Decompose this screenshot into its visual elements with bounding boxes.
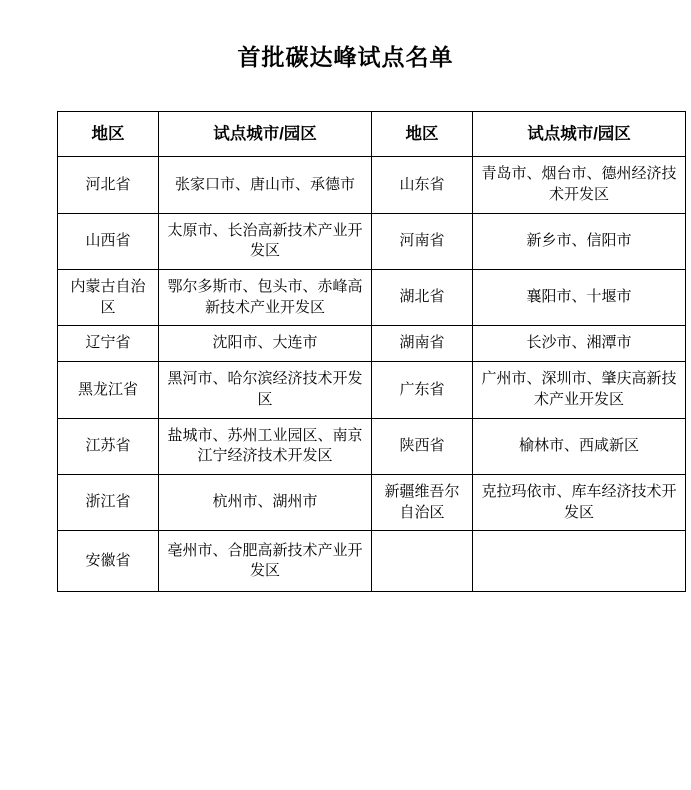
cell-region-left: 辽宁省 <box>58 326 159 362</box>
table-header <box>58 111 686 157</box>
cell-region-left: 黑龙江省 <box>58 362 159 418</box>
table-row <box>58 326 686 362</box>
header-cities-right: 试点城市/园区 <box>473 111 686 157</box>
table-row <box>58 418 686 474</box>
cell-region-right: 陕西省 <box>372 418 473 474</box>
cell-region-left: 内蒙古自治区 <box>58 270 159 326</box>
header-cities-left: 试点城市/园区 <box>159 111 372 157</box>
table-row <box>58 531 686 592</box>
cell-region-right: 河南省 <box>372 213 473 269</box>
cell-cities-right: 广州市、深圳市、肇庆高新技术产业开发区 <box>473 362 686 418</box>
cell-region-left: 江苏省 <box>58 418 159 474</box>
cell-cities-left: 亳州市、合肥高新技术产业开发区 <box>159 531 372 592</box>
cell-cities-right-empty <box>473 531 686 592</box>
cell-region-right: 湖北省 <box>372 270 473 326</box>
cell-region-left: 河北省 <box>58 157 159 213</box>
cell-cities-left: 杭州市、湖州市 <box>159 474 372 530</box>
cell-cities-right: 青岛市、烟台市、德州经济技术开发区 <box>473 157 686 213</box>
cell-cities-right: 长沙市、湘潭市 <box>473 326 686 362</box>
cell-region-left: 浙江省 <box>58 474 159 530</box>
cell-cities-left: 盐城市、苏州工业园区、南京江宁经济技术开发区 <box>159 418 372 474</box>
cell-region-right: 湖南省 <box>372 326 473 362</box>
table-header-row <box>58 111 686 157</box>
table-body <box>58 157 686 592</box>
table-row <box>58 474 686 530</box>
pilot-list-table <box>57 111 686 593</box>
cell-region-right: 山东省 <box>372 157 473 213</box>
cell-region-left: 山西省 <box>58 213 159 269</box>
header-region-right: 地区 <box>372 111 473 157</box>
cell-region-right: 新疆维吾尔自治区 <box>372 474 473 530</box>
table-row <box>58 213 686 269</box>
cell-cities-right: 襄阳市、十堰市 <box>473 270 686 326</box>
header-region-left: 地区 <box>58 111 159 157</box>
table-row <box>58 270 686 326</box>
cell-cities-left: 太原市、长治高新技术产业开发区 <box>159 213 372 269</box>
page-title: 首批碳达峰试点名单 <box>237 44 454 70</box>
cell-cities-left: 张家口市、唐山市、承德市 <box>159 157 372 213</box>
table-container <box>0 111 691 593</box>
cell-region-right-empty <box>372 531 473 592</box>
cell-cities-left: 鄂尔多斯市、包头市、赤峰高新技术产业开发区 <box>159 270 372 326</box>
cell-region-left: 安徽省 <box>58 531 159 592</box>
cell-cities-right: 新乡市、信阳市 <box>473 213 686 269</box>
table-row <box>58 362 686 418</box>
cell-cities-right: 榆林市、西咸新区 <box>473 418 686 474</box>
cell-cities-left: 黑河市、哈尔滨经济技术开发区 <box>159 362 372 418</box>
cell-cities-right: 克拉玛依市、库车经济技术开发区 <box>473 474 686 530</box>
table-row <box>58 157 686 213</box>
cell-cities-left: 沈阳市、大连市 <box>159 326 372 362</box>
cell-region-right: 广东省 <box>372 362 473 418</box>
